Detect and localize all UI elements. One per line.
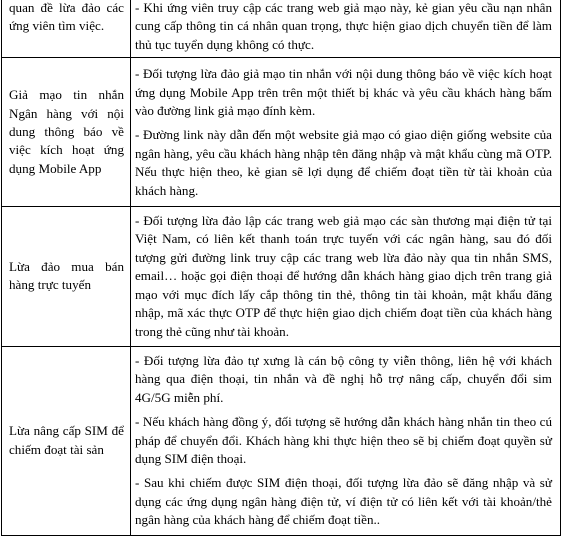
scam-type-name: quan đề lừa đảo các ứng viên tìm việc. [9,0,124,34]
table-row [2,0,561,58]
scam-type-cell [2,346,131,535]
scam-types-table [1,0,561,536]
table-row [2,58,561,207]
table-row [2,207,561,347]
scam-type-cell [2,0,131,58]
scam-description-cell [131,0,561,58]
scam-type-cell [2,58,131,207]
scam-type-name: Lừa đảo mua bán hàng trực tuyến [9,259,124,293]
scam-description-cell [131,346,561,535]
description-paragraph: - Đường link này dẫn đến một website giả mạo có giao diện giống website của ngân hàng, yêu cầu khách hàng nhập tên đăng nhập và mật khẩu cùng mã OTP. Nếu thực hiện theo, kẻ gian sẽ lợi dụng để chiếm đoạt tiền từ tài khoản của khách hàng. [135,127,552,198]
description-paragraph: - Đối tượng lừa đảo giả mạo tin nhắn với nội dung thông báo về việc kích hoạt ứng dụng Mobile App trên trên một thiết bị khác và yêu cầu khách hàng bấm vào đường link giả mạo đính kèm. [135,66,552,119]
table-row [2,346,561,535]
scam-type-cell [2,207,131,347]
description-paragraph: - Đối tượng lừa đảo tự xưng là cán bộ công ty viễn thông, liên hệ với khách hàng qua điện thoại, tin nhắn và đề nghị hỗ trợ nâng cấp, chuyển đổi sim 4G/5G miễn phí. [135,352,552,405]
description-paragraph: - Nếu khách hàng đồng ý, đối tượng sẽ hướng dẫn khách hàng nhắn tin theo cú pháp để chuyển đổi. Khách hàng khi thực hiện theo sẽ bị chiếm đoạt quyền sử dụng SIM điện thoại. [135,414,552,466]
scam-description-cell [131,207,561,347]
description-paragraph: - Sau khi chiếm được SIM điện thoại, đối tượng lừa đảo sẽ đăng nhập và sử dụng các ứng dụng ngân hàng điện tử, ví điện tử có liên kết với tài khoản/thẻ ngân hàng của khách hàng để chiếm đoạt tiền.. [135,475,552,528]
description-paragraph: - Khi ứng viên truy cập các trang web giả mạo này, kẻ gian yêu cầu nạn nhân cung cấp thông tin cá nhân quan trọng, thực hiện giao dịch chuyển tiền để làm thủ tục tuyển dụng không có thực. [135,0,552,52]
scam-description-cell [131,58,561,207]
description-paragraph: - Đối tượng lừa đảo lập các trang web giả mạo các sàn thương mại điện tử tại Việt Nam, có liên kết thanh toán trực tuyến với các ngân hàng, sau đó đối tượng gửi đường link truy cập các trang web lừa đảo này qua tin nhắn SMS, email… hoặc gọi điện thoại để hướng dẫn khách hàng giao dịch trên trang giả mạo với mục đích lấy cắp thông tin thẻ, thông tin tài khoản, mật khẩu đăng nhập, mã xác thực OTP để thực hiện giao dịch chiếm đoạt tiền của khách hàng trong thẻ cũng như tài khoản. [135,213,552,339]
scam-type-name: Giả mạo tin nhắn Ngân hàng với nội dung thông báo về việc kích hoạt ứng dụng Mobile App [9,87,124,176]
scam-type-name: Lừa nâng cấp SIM để chiếm đoạt tài sản [9,423,124,457]
